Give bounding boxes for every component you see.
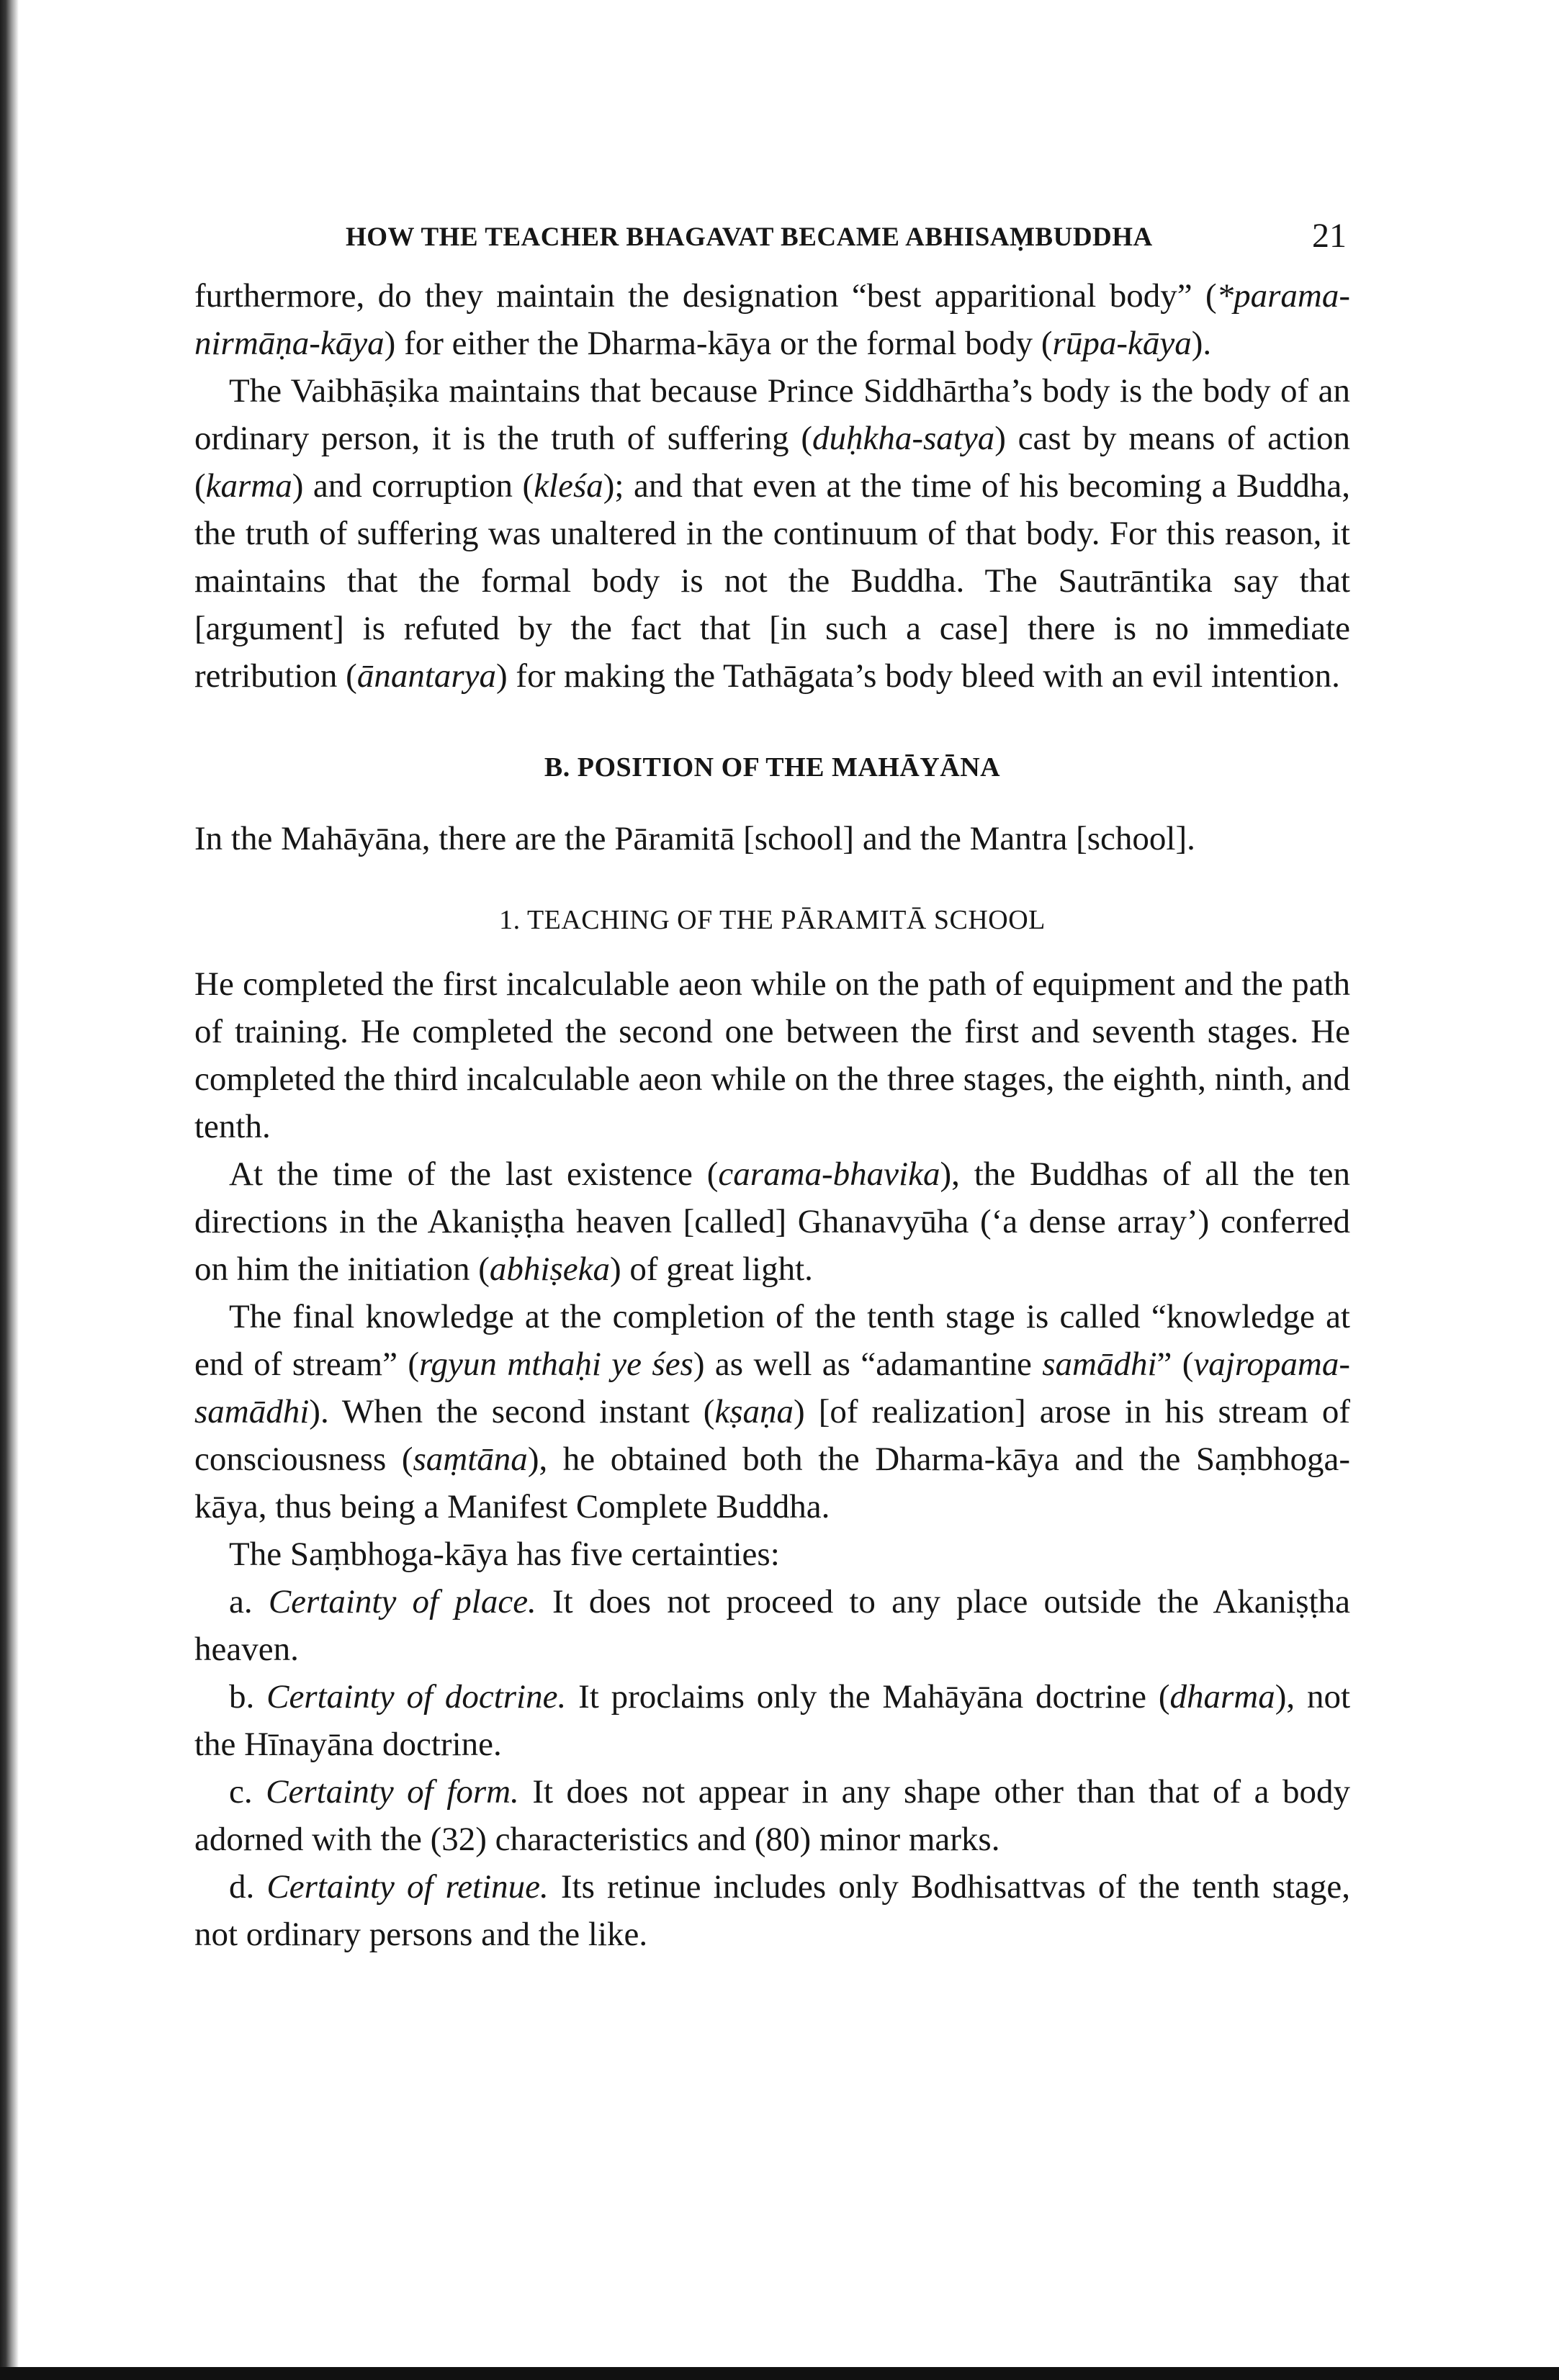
italic-term: rgyun mthaḥi ye śes: [419, 1345, 693, 1383]
text-run: ) as well as “adamantine: [693, 1345, 1043, 1383]
italic-term: ānantarya: [356, 657, 497, 695]
text-run: ); and that even at the time of his becoming a Buddha, the truth of suffering was unaltered in the continuum of that body. For this reason, it maintains that the formal body is not the Buddha. The Sautrāntika say that [argument] is refuted by the fact that [in such a case] there is no immediate retribution (: [194, 467, 1350, 695]
text-run: ), not the Hīnayāna doctrine.: [194, 1678, 1351, 1763]
certainty-title: Certainty of place.: [268, 1583, 536, 1621]
list-marker: c.: [229, 1773, 253, 1811]
running-title: HOW THE TEACHER BHAGAVAT BECAME ABHISAṂBUDDHA: [346, 222, 1153, 252]
text-run: The final knowledge at the completion of the tenth stage is called “knowledge at end of stream” (: [194, 1298, 1350, 1383]
text-run: ) of great light.: [609, 1250, 813, 1288]
text-run: The Vaibhāṣika maintains that because Prince Siddhārtha’s body is the body of an ordinary person, it is the truth of suffering (: [194, 372, 1350, 457]
scan-binding-edge: [0, 0, 19, 2380]
italic-term: abhiṣeka: [489, 1250, 610, 1288]
italic-term: kleśa: [534, 467, 603, 505]
certainty-title: Certainty of form.: [266, 1773, 519, 1811]
list-marker: b.: [229, 1678, 255, 1716]
certainty-title: Certainty of doctrine.: [266, 1678, 567, 1716]
body-text: [194, 272, 1350, 1958]
italic-term: karma: [205, 467, 292, 505]
italic-term: kṣaṇa: [714, 1393, 794, 1430]
text-run: ) [of realization] arose in his stream of consciousness (: [194, 1393, 1351, 1478]
text-run: ), he obtained both the Dharma-kāya and the Saṃbhoga-kāya, thus being a Manifest Complete Buddha.: [194, 1441, 1350, 1525]
certainty-item-a: [194, 1578, 1350, 1673]
certainty-item-c: [194, 1768, 1350, 1863]
certainty-title: Certainty of retinue.: [266, 1868, 549, 1906]
paragraph-7: The Saṃbhoga-kāya has five certainties:: [229, 1536, 780, 1573]
subsection-heading-1: 1. TEACHING OF THE PĀRAMITĀ SCHOOL: [499, 905, 1046, 935]
text-run: ) for making the Tathāgata’s body bleed with an evil intention.: [496, 657, 1340, 695]
italic-term: duḥkha-satya: [812, 420, 995, 457]
paragraph-6: [194, 1293, 1350, 1531]
italic-term: vajropama-samādhi: [194, 1345, 1350, 1430]
scan-bottom-edge: [0, 2367, 1559, 2380]
italic-term: dharma: [1169, 1678, 1275, 1716]
italic-term: carama-bhavika: [718, 1155, 940, 1193]
section-heading-b: B. POSITION OF THE MAHĀYĀNA: [544, 752, 1001, 783]
text-run: ) cast by means of action (: [194, 420, 1350, 505]
certainty-item-d: [194, 1863, 1350, 1958]
text-run: furthermore, do they maintain the designation “best apparitional body” (: [194, 277, 1217, 315]
list-marker: d.: [229, 1868, 255, 1906]
certainty-item-b: [194, 1673, 1350, 1768]
paragraph-5: [194, 1150, 1350, 1293]
text-run: ). When the second instant (: [309, 1393, 715, 1430]
list-marker: a.: [229, 1583, 253, 1621]
text-run: It does not proceed to any place outside the Akaniṣṭha heaven.: [194, 1583, 1351, 1668]
text-run: At the time of the last existence (: [229, 1155, 719, 1193]
text-run: Its retinue includes only Bodhisattvas of the tenth stage, not ordinary persons and the like.: [194, 1868, 1351, 1953]
text-run: ).: [1191, 325, 1212, 362]
paragraph-3: In the Mahāyāna, there are the Pāramitā [school] and the Mantra [school].: [194, 820, 1195, 857]
italic-term: *parama-nirmāṇa-kāya: [194, 277, 1350, 362]
paragraph-2: [194, 367, 1350, 700]
text-run: It does not appear in any shape other than that of a body adorned with the (32) characteristics and (80) minor marks.: [194, 1773, 1351, 1858]
text-run: ), the Buddhas of all the ten directions in the Akaniṣṭha heaven [called] Ghanavyūha (‘a dense array’) conferred on him the initiation (: [194, 1155, 1350, 1288]
running-head: [346, 216, 1354, 259]
text-run: It proclaims only the Mahāyāna doctrine (: [578, 1678, 1170, 1716]
text-run: ” (: [1156, 1345, 1194, 1383]
italic-term: samādhi: [1042, 1345, 1157, 1383]
italic-term: rūpa-kāya: [1052, 325, 1192, 362]
page-number: 21: [1312, 217, 1347, 255]
italic-term: saṃtāna: [413, 1441, 528, 1478]
text-run: ) for either the Dharma-kāya or the formal body (: [384, 325, 1053, 362]
paragraph-4: He completed the first incalculable aeon while on the path of equipment and the path of training. He completed the second one between the first and seventh stages. He completed the third incalculable aeon while on the three stages, the eighth, ninth, and tenth.: [194, 965, 1350, 1145]
text-run: ) and corruption (: [292, 467, 534, 505]
paragraph-1: [194, 272, 1350, 367]
